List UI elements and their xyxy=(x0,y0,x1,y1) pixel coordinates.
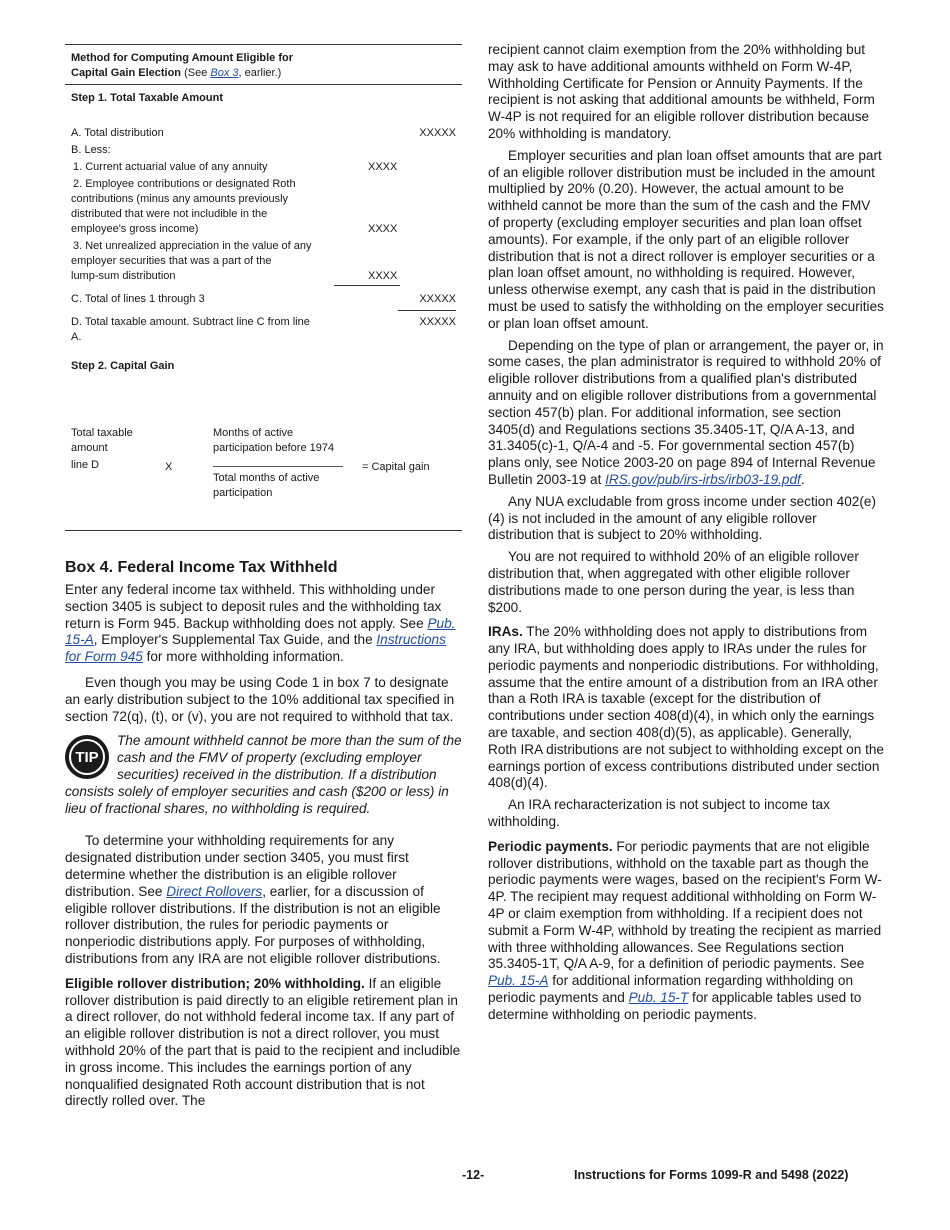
total-rule xyxy=(398,310,456,311)
line-b3: 3. Net unrealized appreciation in the value of any employer securities that was a part of the lump-sum distribution XXXX xyxy=(65,239,462,286)
line-b1: 1. Current actuarial value of any annuity XXXX xyxy=(73,161,398,173)
right-paragraph-1: recipient cannot claim exemption from the 20% withholding but may ask to have additional amounts withheld on Form W-4P, Withholding Certificate for Pension or Annuity Payments. If the recipient is not asking that additional amounts be withheld, Form W-4P is not required for an eligible rollover distribution because 20% withholding is mandatory. xyxy=(488,42,875,141)
iras-paragraph: IRAs. The 20% withholding does not apply to distributions from any IRA, but withholding does apply to IRAs under the rules for periodic payments and nonperiodic distributions. For withholding, assume that the entire amount of a distribution from an IRA other than a Roth IRA is taxable (except for the distribution of contributions under section 408(d)(4), in which only the earnings are taxable, and section 408(d)(5), as applicable). Generally, Roth IRA distributions are not subject to withholding except on the earnings portion of excess contributions distributed under section 408(d)(4). xyxy=(488,624,884,791)
pub15a-link-2[interactable]: Pub. 15-A xyxy=(488,973,549,989)
worksheet-title: Method for Computing Amount Eligible for Capital Gain Election (See Box 3, earlier.) xyxy=(65,45,462,85)
form945-instructions-link[interactable]: Instructions for Form 945 xyxy=(65,632,446,665)
box4-paragraph-1: Enter any federal income tax withheld. This withholding under section 3405 is subject to deposit rules and the withholding tax return is Form 945. Backup withholding does not apply. See Pub. 15-A, Employer's Supplemental Tax Guide, and the Instructions for Form 945 for more withholding information. xyxy=(65,582,456,665)
right-paragraph-4: Any NUA excludable from gross income under section 402(e)(4) is not included in the amount of any eligible rollover distribution that is subject to 20% withholding. xyxy=(488,493,876,543)
line-d: D. Total taxable amount. Subtract line C from line A. XXXXX xyxy=(71,316,456,343)
box4-paragraph-4: Eligible rollover distribution; 20% withholding. If an eligible rollover distribution is paid directly to an eligible retirement plan in a direct rollover, do not withhold federal income tax. If any part of an eligible rollover distribution is not a direct rollover, you must withhold 20% of the part that is paid to the recipient and includible in gross income. This includes the earnings portion of any nonqualified designated Roth account distribution that is not directly rolled over. The xyxy=(65,975,461,1109)
line-c: C. Total of lines 1 through 3 XXXXX xyxy=(65,286,462,314)
fraction-bar xyxy=(213,466,343,467)
page-number: -12- xyxy=(462,1168,485,1182)
right-column xyxy=(488,42,884,1029)
right-paragraph-5: You are not required to withhold 20% of an eligible rollover distribution that, when aggregated with other eligible rollover distributions made to one person during the year, is less than $200. xyxy=(488,549,859,615)
capital-gain-worksheet xyxy=(65,44,462,531)
right-paragraph-3: Depending on the type of plan or arrangement, the payer or, in some cases, the plan administrator is required to withhold 20% of eligible rollover distributions from a qualified plan's distributed annuity and on eligible rollover distributions from a governmental section 457(b) plan. For additional information, see section 3405(d) and Regulations sections 35.3405-1T, Q/A A-13, and 31.3405(c)-1, Q/A-4 and -5. For governmental section 457(b) plans only, see Notice 2003-20 on page 894 of Internal Revenue Bulletin 2003-19 at IRS.gov/pub/irs-irbs/irb03-19.pdf. xyxy=(488,337,884,487)
document-title: Instructions for Forms 1099-R and 5498 (2022) xyxy=(574,1168,849,1182)
left-column xyxy=(65,44,462,1115)
line-a: A. Total distribution XXXXX xyxy=(71,127,456,139)
capital-gain-formula: Total taxable amount line D X Months of active participation before 1974 Total months of active participation = Capital gain xyxy=(65,380,462,531)
tip-icon: TIP xyxy=(65,735,109,779)
step1-heading: Step 1. Total Taxable Amount xyxy=(71,92,223,104)
direct-rollovers-link[interactable]: Direct Rollovers xyxy=(166,883,263,899)
line-b: B. Less: xyxy=(71,144,111,156)
line-b2: 2. Employee contributions or designated Roth contributions (minus any amounts previously distributed that were not includible in the employee's gross income) XXXX xyxy=(71,178,398,235)
recharacterization-paragraph: An IRA recharacterization is not subject to income tax withholding. xyxy=(488,797,830,830)
pub15t-link[interactable]: Pub. 15-T xyxy=(628,990,689,1006)
box4-paragraph-2: Even though you may be using Code 1 in box 7 to designate an early distribution subject to the 10% additional tax specified in section 72(q), (t), or (v), you are not required to withhold that tax. xyxy=(65,674,455,724)
tip-text: The amount withheld cannot be more than the sum of the cash and the FMV of property (excluding employer securities) received in the distribution. If a distribution consists solely of employer securities and cash ($200 or less) in lieu of fractional shares, no withholding is required. xyxy=(65,733,462,816)
right-paragraph-2: Employer securities and plan loan offset amounts that are part of an eligible rollover distribution must be included in the amount multiplied by 20% (0.20). However, the actual amount to be withheld cannot be more than the sum of the cash and the FMV of property (excluding employer securities and plan loan offset amounts). For example, if the only part of an eligible rollover distribution that is not a direct rollover is employer securities or a plan loan offset amount, no withholding is required. However, unless otherwise exempt, any cash that is paid in the distribution must be used to satisfy the withholding on the employer securities or plan loan offset amount. xyxy=(488,147,884,331)
step2-heading: Step 2. Capital Gain xyxy=(71,360,175,372)
periodic-payments-paragraph: Periodic payments. For periodic payments that are not eligible rollover distributions, withhold on the taxable part as though the periodic payments were wages, based on the recipient's Form W-4P. The recipient may request additional withholding on Form W-4P or claim exemption from withholding. If a recipient does not submit a Form W-4P, withhold by treating the recipient as married with three withholding allowances. See Regulations section 35.3405-1T, Q/A A-9, for a definition of periodic payments. See Pub. 15-A for additional information regarding withholding on periodic payments and Pub. 15-T for applicable tables used to determine withholding on periodic payments. xyxy=(488,838,882,1022)
box4-heading: Box 4. Federal Income Tax Withheld xyxy=(65,559,338,576)
tip-box xyxy=(65,733,462,817)
box4-paragraph-3: To determine your withholding requirements for any designated distribution under section 3405, you must first determine whether the distribution is an eligible rollover distribution. See Direct Rollovers, earlier, for a discussion of eligible rollover distributions. If the distribution is not an eligible rollover distribution, the rules for periodic payments or nonperiodic distributions apply. For purposes of withholding, distributions from any IRA are not eligible rollover distributions. xyxy=(65,833,441,966)
irb-link[interactable]: IRS.gov/pub/irs-irbs/irb03-19.pdf xyxy=(605,471,801,487)
box3-link[interactable]: Box 3 xyxy=(210,67,239,79)
pub15a-link[interactable]: Pub. 15-A xyxy=(65,615,456,648)
